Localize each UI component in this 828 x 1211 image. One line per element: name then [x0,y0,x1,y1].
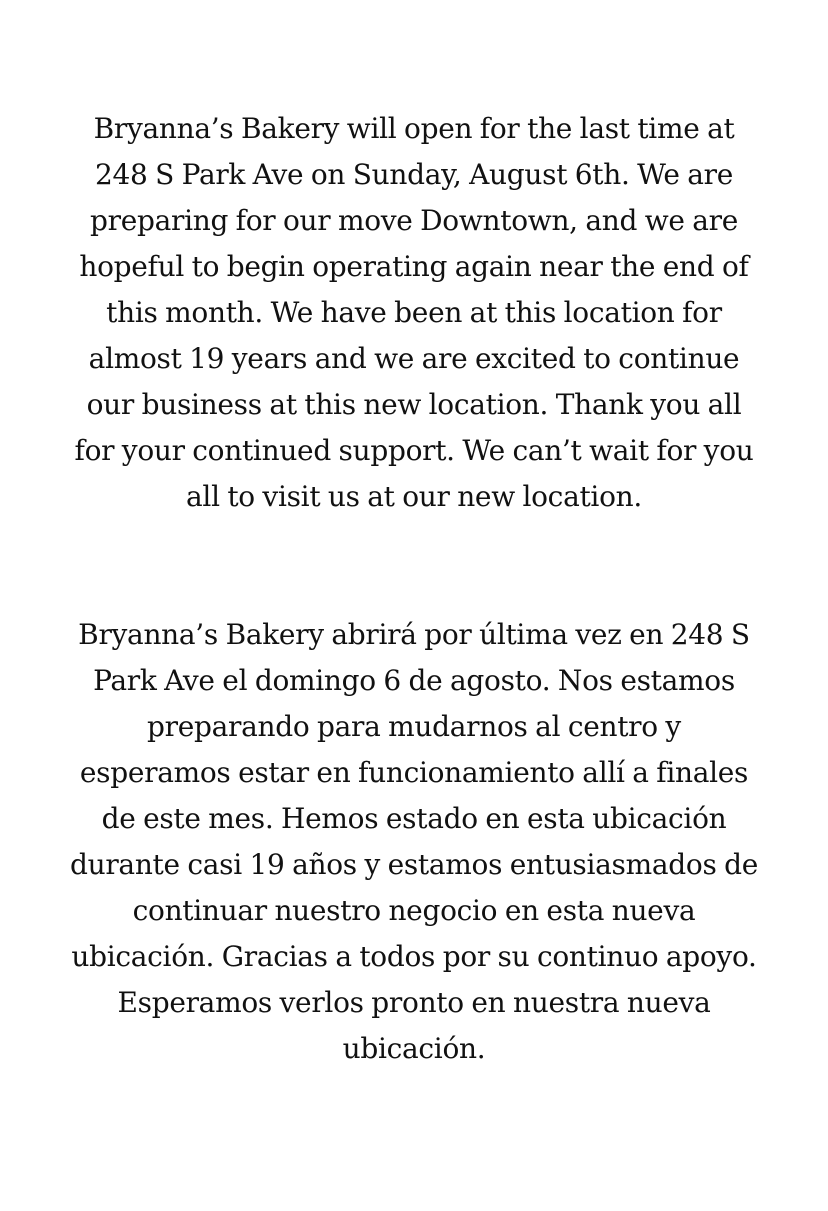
announcement-line: for your continued support. We can’t wait for you [74,434,754,467]
announcement-line: 248 S Park Ave on Sunday, August 6th. We are [95,158,733,191]
announcement-line: Bryanna’s Bakery will open for the last time at [93,112,735,145]
announcement-line: preparando para mudarnos al centro y [147,710,681,743]
announcement-line: ubicación. Gracias a todos por su continuo apoyo. [71,940,757,973]
announcement-line: Esperamos verlos pronto en nuestra nueva [117,986,711,1019]
announcement-line: esperamos estar en funcionamiento allí a finales [79,756,749,789]
announcement-line: continuar nuestro negocio en esta nueva [132,894,696,927]
announcement-line: our business at this new location. Thank you all [86,388,742,421]
spanish-announcement [0,612,828,1072]
announcement-line: this month. We have been at this location for [106,296,722,329]
announcement-line: hopeful to begin operating again near the end of [79,250,749,283]
announcement-line: preparing for our move Downtown, and we are [89,204,739,237]
announcement-line: de este mes. Hemos estado en esta ubicación [101,802,727,835]
english-announcement [0,106,828,520]
announcement-line: all to visit us at our new location. [186,480,642,513]
announcement-line: almost 19 years and we are excited to continue [88,342,740,375]
announcement-line: durante casi 19 años y estamos entusiasmados de [69,848,759,881]
announcement-line: Park Ave el domingo 6 de agosto. Nos estamos [93,664,735,697]
announcement-line: ubicación. [342,1032,486,1065]
announcement-line: Bryanna’s Bakery abrirá por última vez en 248 S [78,618,750,651]
